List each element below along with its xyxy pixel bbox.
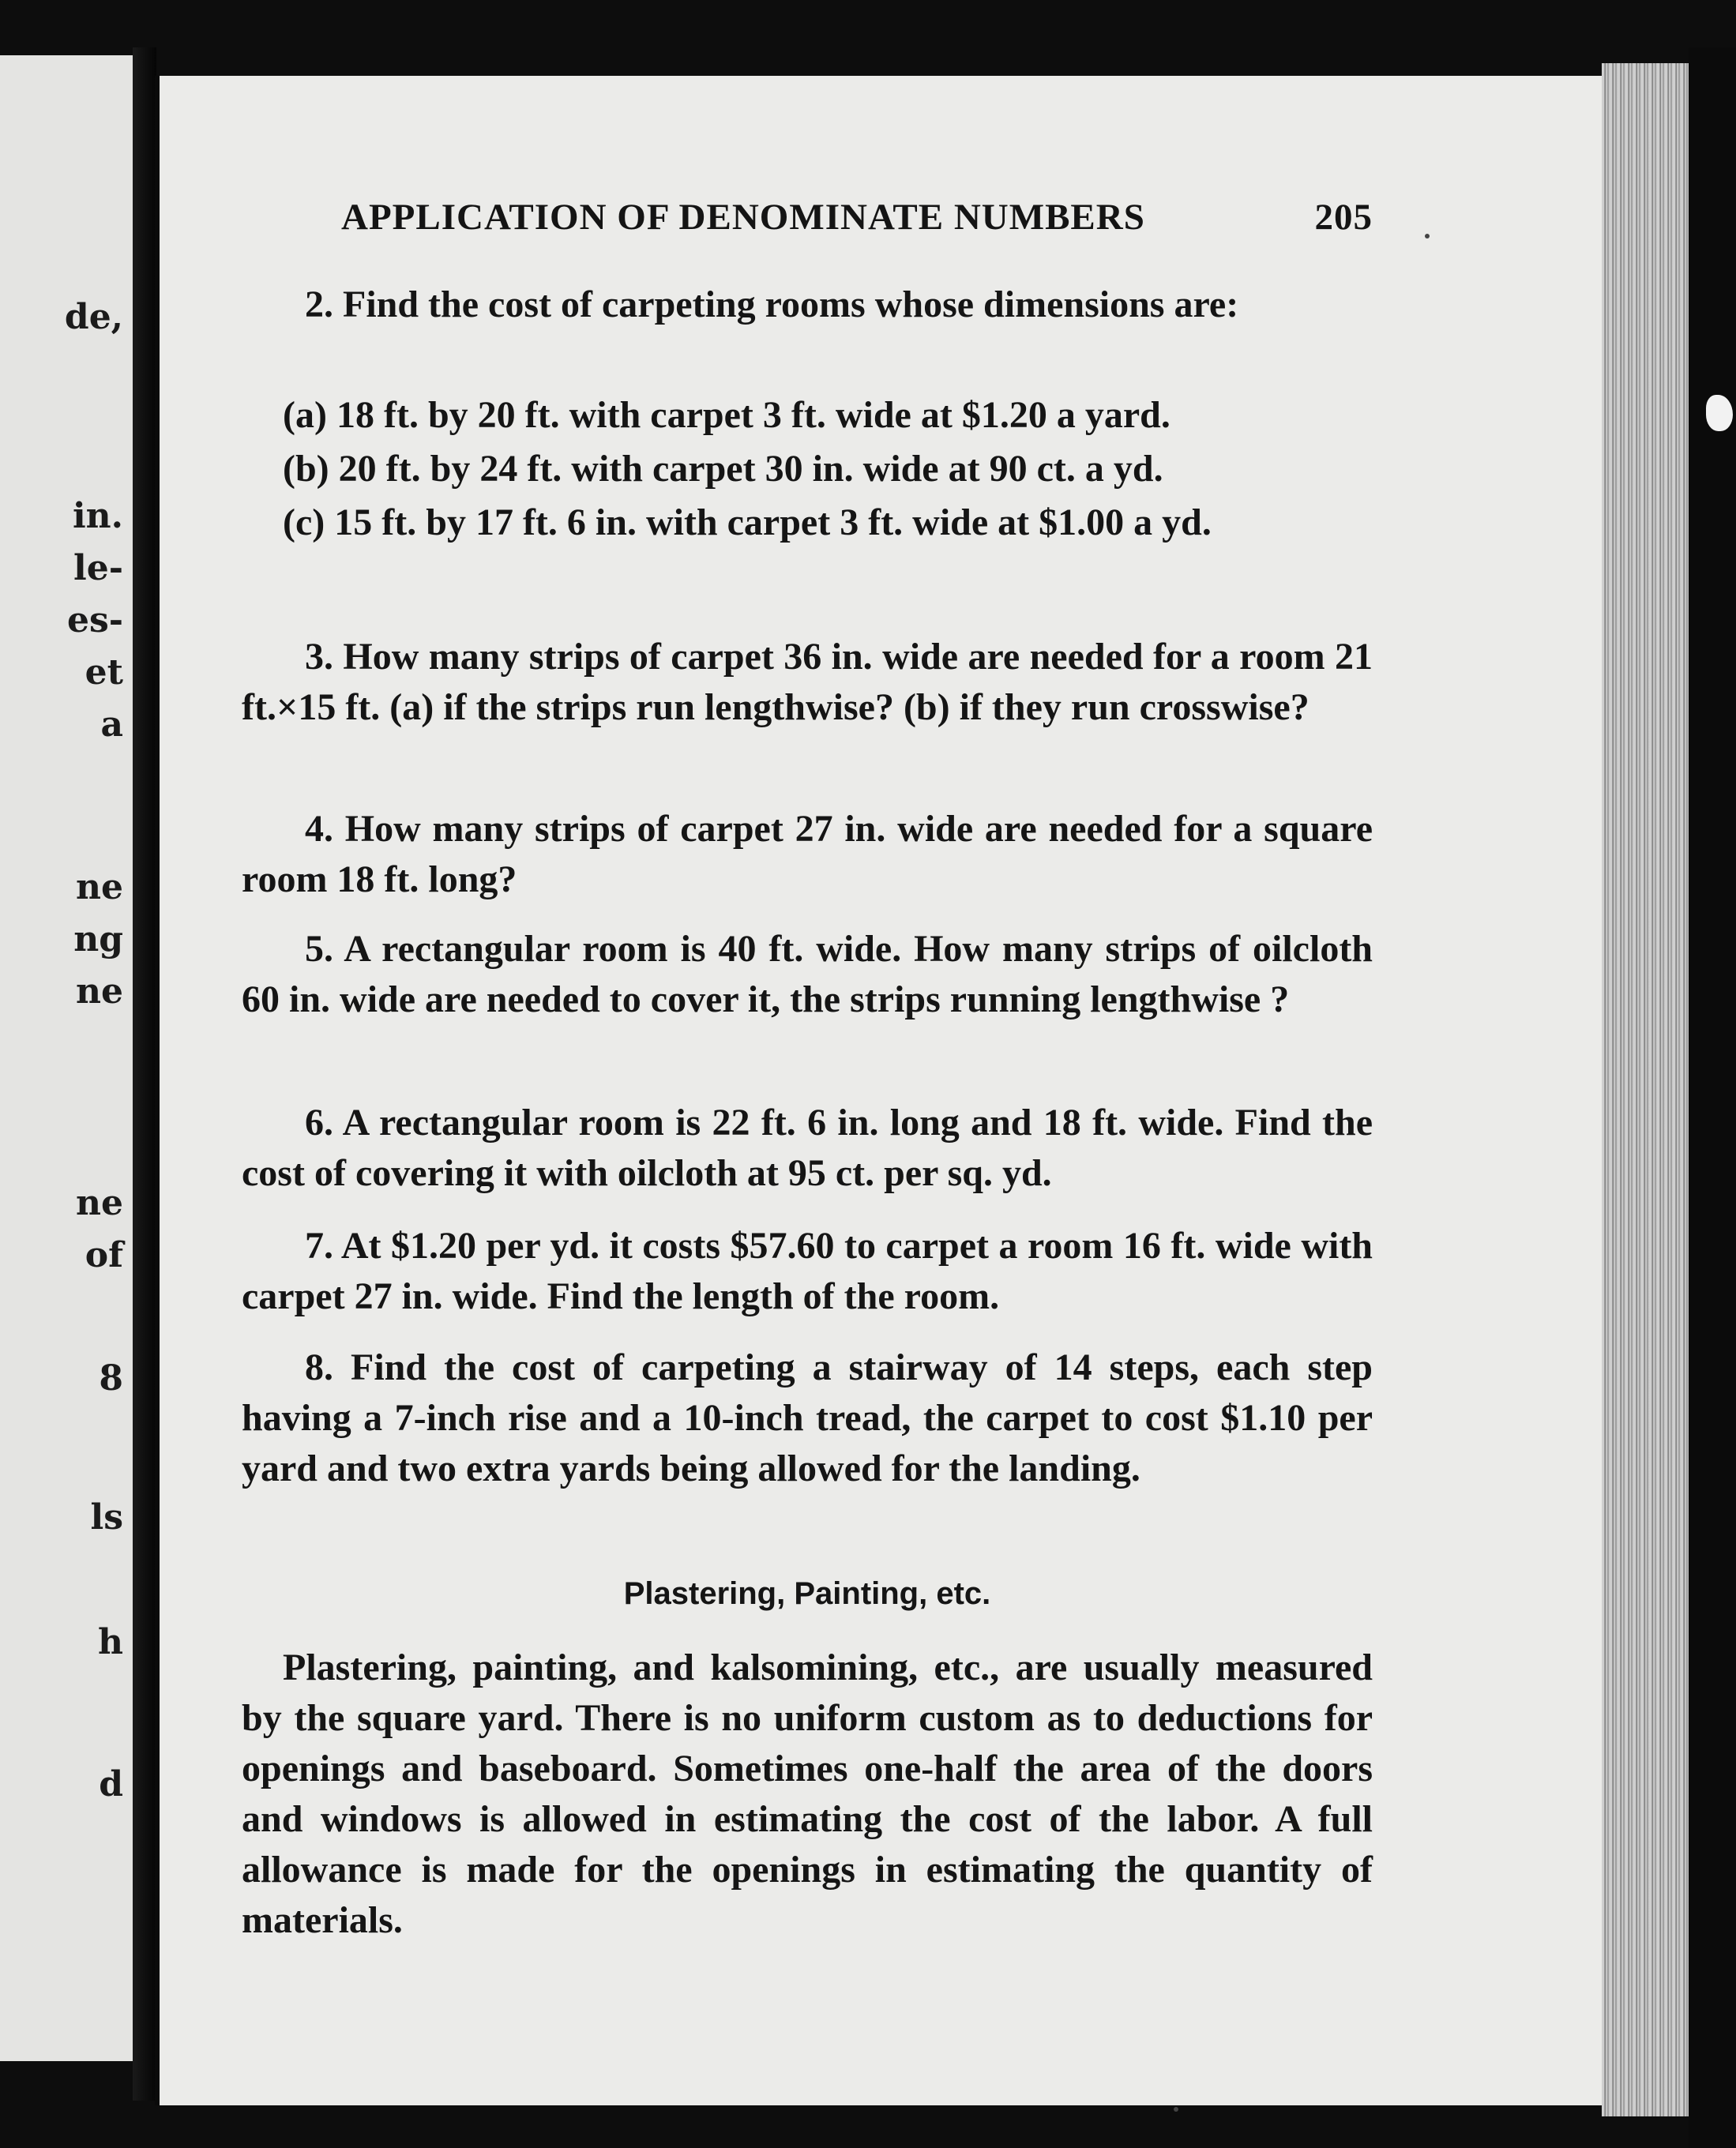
problem-3: 3. How many strips of carpet 36 in. wide are needed for a room 21 ft.×15 ft. (a) if the strips run lengthwise? (b) if they run crosswise? [242, 636, 1373, 728]
left-page-fragment: of [85, 1235, 123, 1275]
section-body: Plastering, painting, and kalsomining, etc., are usually measured by the square yard. There is no uniform custom as to deductions for openings and baseboard. Sometimes one-half the area of the doors and windows is allowed in estimating the cost of the labor. A full allowance is made for the openings in estimating the quantity of materials. [242, 1647, 1373, 1941]
scan-speck [1425, 234, 1430, 238]
left-page-fragment: 8 [99, 1358, 123, 1399]
problem-2-part-c: (c) 15 ft. by 17 ft. 6 in. with carpet 3 ft. wide at $1.00 a yd. [283, 501, 1212, 543]
running-head [341, 196, 1373, 238]
left-page-fragment: d [99, 1764, 123, 1804]
left-page-fragment: de, [64, 297, 123, 337]
problem-2-part-b: (b) 20 ft. by 24 ft. with carpet 30 in. wide at 90 ct. a yd. [283, 448, 1163, 490]
left-page-fragment: ne [76, 867, 123, 907]
left-page-fragment: ng [73, 919, 123, 959]
left-page-fragment: a [100, 704, 123, 745]
scan-artifact [1706, 395, 1733, 431]
page-number: 205 [1314, 197, 1373, 238]
left-page-fragment: ne [76, 971, 123, 1012]
left-page-fragment: h [98, 1622, 123, 1662]
problem-4: 4. How many strips of carpet 27 in. wide are needed for a square room 18 ft. long? [242, 808, 1373, 900]
running-head-title: APPLICATION OF DENOMINATE NUMBERS [341, 197, 1145, 238]
section-heading: Plastering, Painting, etc. [623, 1576, 991, 1611]
problem-5: 5. A rectangular room is 40 ft. wide. How many strips of oilcloth 60 in. wide are needed to cover it, the strips running lengthwise ? [242, 928, 1373, 1020]
left-page-fragment: ls [90, 1497, 123, 1538]
left-page-fragment: et [85, 652, 123, 693]
book-cover-edge [1689, 47, 1736, 2148]
book-gutter [133, 47, 156, 2101]
problem-6: 6. A rectangular room is 22 ft. 6 in. long and 18 ft. wide. Find the cost of covering it with oilcloth at 95 ct. per sq. yd. [242, 1102, 1373, 1194]
problem-2-intro: 2. Find the cost of carpeting rooms whose dimensions are: [305, 284, 1239, 325]
problem-8: 8. Find the cost of carpeting a stairway of 14 steps, each step having a 7-inch rise and a 10-inch tread, the carpet to cost $1.10 per yard and two extra yards being allowed for the landing. [242, 1346, 1373, 1489]
problem-2-part-a: (a) 18 ft. by 20 ft. with carpet 3 ft. wide at $1.20 a yard. [283, 394, 1170, 436]
left-page-fragment: in. [72, 496, 123, 536]
left-page-fragment: ne [76, 1183, 123, 1223]
left-page-fragment: le- [73, 548, 123, 588]
left-facing-page [0, 55, 133, 2061]
problem-7: 7. At $1.20 per yd. it costs $57.60 to carpet a room 16 ft. wide with carpet 27 in. wide. Find the length of the room. [242, 1225, 1373, 1317]
page-edges [1602, 63, 1689, 2116]
left-page-fragment: es- [66, 600, 123, 640]
scan-speck [1174, 2107, 1178, 2112]
